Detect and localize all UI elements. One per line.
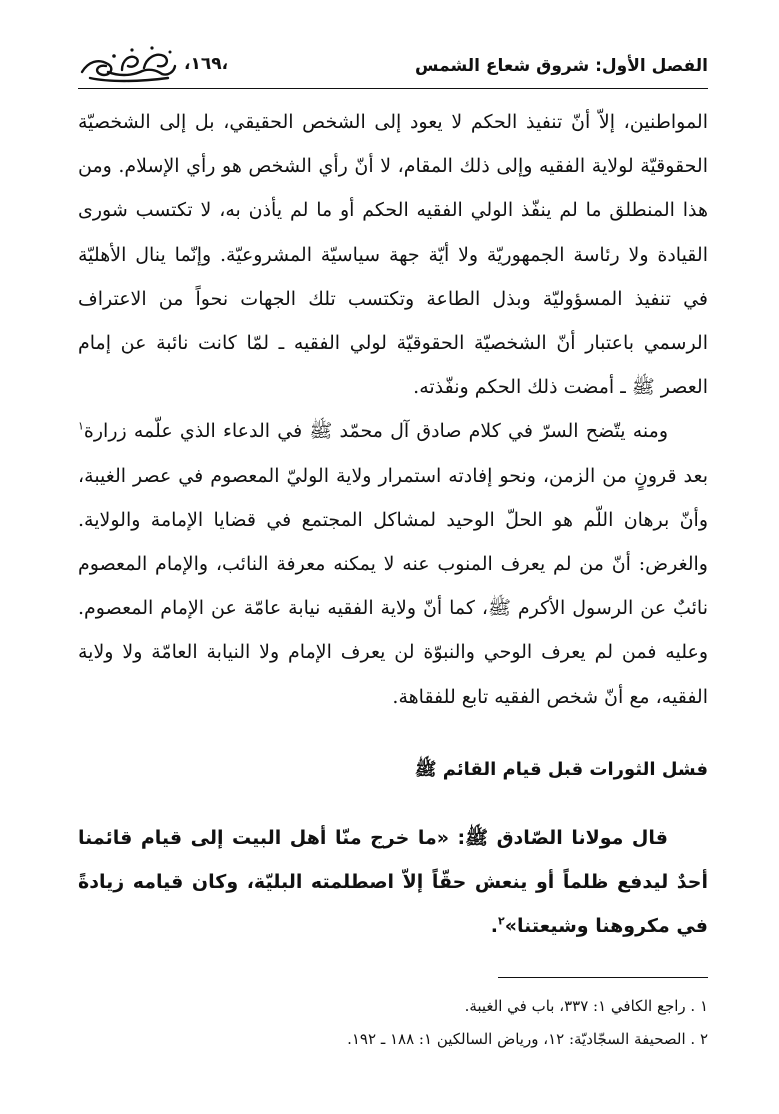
chapter-title: الفصل الأول: شروق شعاع الشمس	[415, 56, 708, 76]
paragraph-text: ومنه يتّضح السرّ في كلام صادق آل محمّد ﷺ في الدعاء الذي علّمه زرارة	[83, 420, 668, 443]
page-number: ،١٦٩،	[184, 54, 229, 74]
quote-text: قال مولانا الصّادق ﷺ: «ما خرج منّا أهل البيت إلى قيام قائمنا أحدٌ ليدفع ظلماً أو ينعش حقّاً إلاّ اصطلمته البليّة، وكان قيامه زيادةً في مكروهنا وشيعتنا»	[78, 827, 708, 937]
footnotes	[78, 990, 708, 1056]
paragraph-text: بعد قرونٍ من الزمن، ونحو إفادته استمرار ولاية الوليّ المعصوم في عصر الغيبة، وأنّ برهان اللّم هو الحلّ الوحيد لمشاكل المجتمع في قضايا الإمامة والولاية. والغرض: أنّ من لم يعرف المنوب عنه لا يمكنه معرفة النائب، والإمام المعصوم نائبٌ عن الرسول الأكرم ﷺ، كما أنّ ولاية الفقيه نيابة عامّة عن الإمام المعصوم. وعليه فمن لم يعرف الوحي والنبوّة لن يعرف الإمام ولا النيابة العامّة ولا ولاية الفقيه، مع أنّ شخص الفقيه تابع للفقاهة.	[78, 464, 708, 708]
paragraph	[78, 100, 708, 409]
paragraph-text: المواطنين، إلاّ أنّ تنفيذ الحكم لا يعود إلى الشخص الحقيقي، بل إلى الشخصيّة الحقوقيّة لولاية الفقيه وإلى ذلك المقام، لا أنّ رأي الشخص هو رأي الإسلام. ومن هذا المنطلق ما لم ينفّذ الولي الفقيه الحكم أو ما لم يأذن به، لا تكتسب شورى القيادة ولا رئاسة الجمهوريّة ولا أيّة جهة سياسيّة المشروعيّة. وإنّما ينال الأهليّة في تنفيذ المسؤوليّة وبذل الطاعة وتكتسب تلك الجهات نحواً من الاعتراف الرسمي باعتبار أنّ الشخصيّة الحقوقيّة لولي الفقيه ـ لمّا كانت نائبة عن إمام العصر ﷺ ـ أمضت ذلك الحكم ونفّذته.	[78, 111, 708, 399]
running-header	[78, 42, 708, 88]
footnote: ٢ . الصحيفة السجّاديّة: ١٢، ورياض السالكين ١: ١٨٨ ـ ١٩٢.	[347, 1030, 708, 1048]
header-rule	[78, 88, 708, 89]
main-text	[78, 100, 708, 719]
footnote-ref[interactable]: ٢	[497, 914, 505, 928]
hadith-quote	[78, 816, 708, 948]
calligraphy-ornament-icon	[78, 42, 178, 84]
footnote: ١ . راجع الكافي ١: ٣٣٧، باب في الغيبة.	[464, 997, 708, 1015]
footnote-ref[interactable]: ١	[78, 420, 84, 434]
section-heading: فشل الثورات قبل قيام القائم ﷺ	[414, 759, 708, 780]
paragraph	[78, 409, 708, 718]
quote-end: .	[490, 915, 498, 937]
footnote-rule	[498, 977, 708, 978]
